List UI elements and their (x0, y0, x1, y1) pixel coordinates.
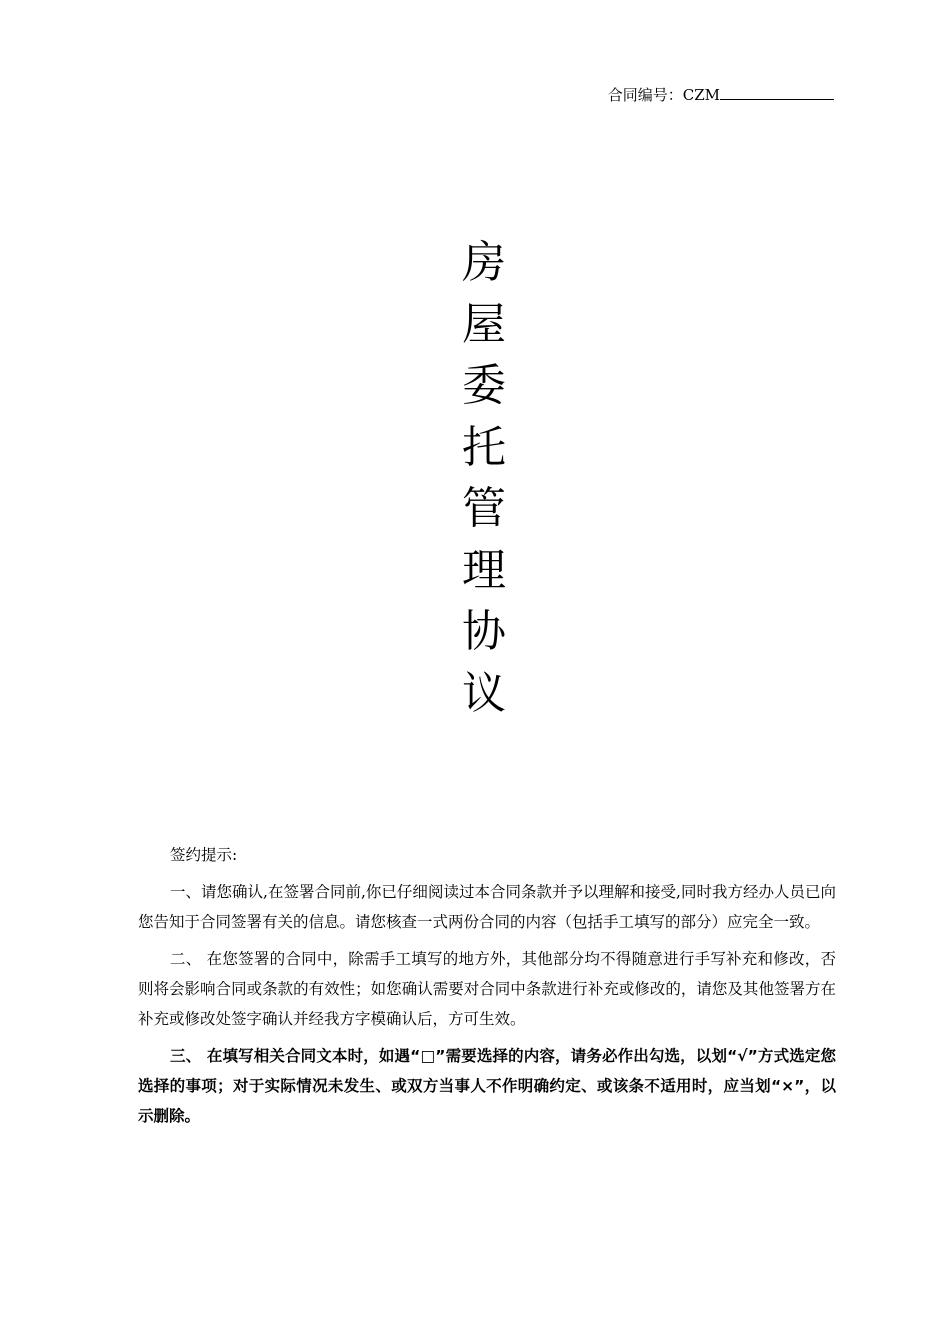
notice-item-1: 一、请您确认,在签署合同前,你已仔细阅读过本合同条款并予以理解和接受,同时我方经办人员已向您告知于合同签署有关的信息。请您核查一式两份合同的内容（包括手工填写的部分）应完全一致。 (138, 883, 836, 931)
contract-number (560, 84, 834, 106)
title-char: 托 (462, 421, 506, 473)
notice-item-3: 三、 在填写相关合同文本时，如遇“□”需要选择的内容，请务必作出勾选，以划“√”方式选定您选择的事项；对于实际情况未发生、或双方当事人不作明确约定、或该条不适用时，应当划“×”，以示删除。 (138, 1047, 836, 1125)
signing-notice (138, 840, 836, 1131)
contract-number-label: 合同编号：CZM (607, 86, 720, 104)
title-char: 协 (462, 606, 506, 657)
title-char: 屋 (462, 298, 506, 350)
title-char: 房 (462, 237, 506, 288)
contract-number-blank (720, 84, 834, 100)
title-char: 委 (462, 360, 506, 411)
title-char: 议 (462, 667, 506, 719)
notice-heading: 签约提示: (170, 846, 238, 864)
document-title (0, 232, 950, 724)
notice-item-2: 二、 在您签署的合同中，除需手工填写的地方外，其他部分均不得随意进行手写补充和修改，否则将会影响合同或条款的有效性；如您确认需要对合同中条款进行补充或修改的，请您及其他签署方在补充或修改处签字确认并经我方字模确认后，方可生效。 (138, 950, 836, 1028)
title-char: 管 (462, 483, 506, 534)
title-char: 理 (462, 544, 506, 596)
